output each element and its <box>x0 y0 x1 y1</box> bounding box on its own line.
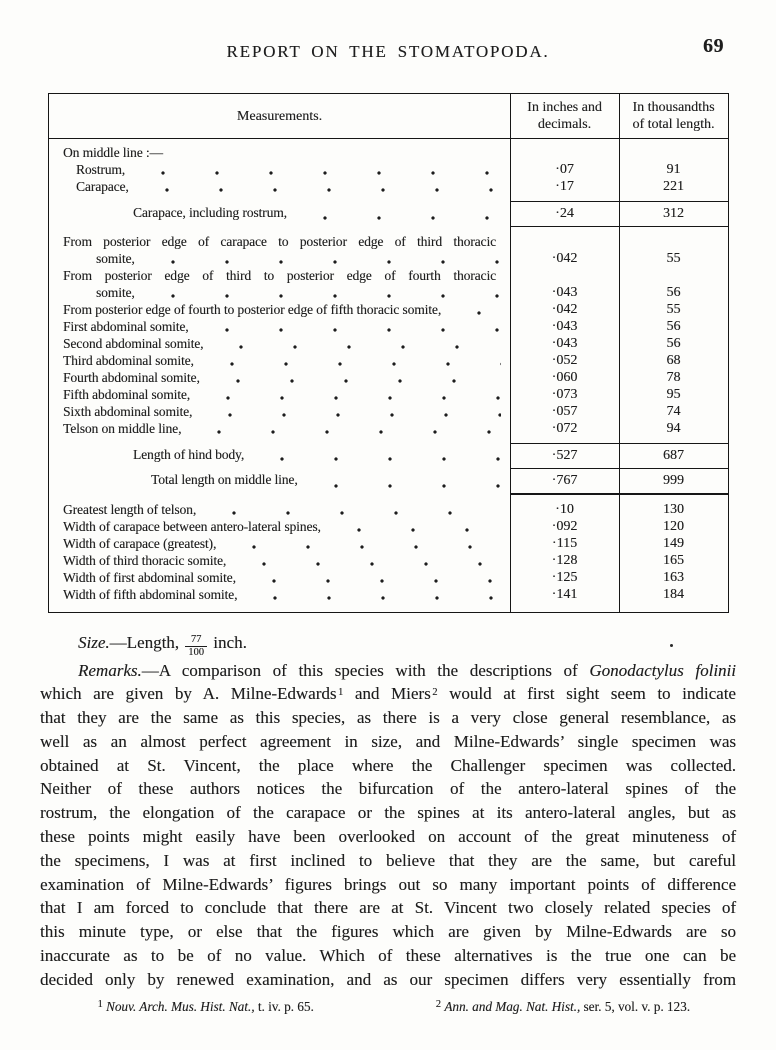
table-body <box>49 139 728 612</box>
row-label-text: From posterior edge of fourth to posterior edge of fifth thoracic somite, <box>63 302 442 317</box>
table-row <box>49 443 728 468</box>
size-line <box>40 631 736 659</box>
dot-leader <box>205 501 501 518</box>
row-label <box>49 443 510 468</box>
row-label <box>49 352 510 369</box>
value-inches: ·128 <box>551 553 578 568</box>
fraction-denominator: 100 <box>185 646 207 659</box>
text-segment: examination of Milne-Edwards’ figures brings out so many important points of difference <box>40 874 736 894</box>
row-label-text: Width of fifth abdominal somite, <box>63 587 238 602</box>
value-thousandths: 94 <box>666 421 681 436</box>
text-segment: —A comparison of this species with the descriptions of <box>141 660 590 680</box>
text-segment: rostrum, the elongation of the carapace or the spines at its antero-lateral angles, but as <box>40 803 736 823</box>
text-section <box>40 631 736 992</box>
value-thousandths: 687 <box>619 443 728 468</box>
table-row <box>49 386 728 403</box>
text-line <box>40 682 736 706</box>
text-line <box>40 706 736 730</box>
text-segment: these points might easily have been overlooked on account of the great minuteness of <box>40 827 736 847</box>
table-row <box>49 535 728 552</box>
value-thousandths: 68 <box>666 353 681 368</box>
remarks-paragraph <box>40 659 736 992</box>
measurements-table <box>48 93 729 613</box>
row-label-line1: From posterior edge of third to posterior edge of fourth thoracic <box>63 268 496 283</box>
text-line <box>40 920 736 944</box>
row-label-text: Third abdominal somite, <box>63 353 194 368</box>
value-inches: ·10 <box>555 502 574 517</box>
value-inches <box>510 144 619 161</box>
table-row <box>49 178 728 195</box>
row-label <box>49 201 510 227</box>
value-inches: ·073 <box>551 387 578 402</box>
footnote-marker: 1 <box>338 687 344 699</box>
text-segment: would at first sight seem to indicate <box>437 684 736 704</box>
col-header-thousandths: In thousandths of total length. <box>632 100 715 132</box>
row-label-text: Carapace, <box>76 179 129 194</box>
text-line <box>40 944 736 968</box>
footnote-1 <box>96 998 314 1015</box>
row-label <box>49 301 510 318</box>
row-label-text: First abdominal somite, <box>63 319 189 334</box>
text-line <box>40 730 736 754</box>
text-segment: Remarks. <box>78 660 142 680</box>
row-label-line2 <box>63 250 506 267</box>
row-label <box>49 403 510 420</box>
dot-leader <box>138 178 501 195</box>
row-label-text: Telson on middle line, <box>63 421 182 436</box>
table-row <box>49 161 728 178</box>
row-label <box>49 518 510 535</box>
value-thousandths: 78 <box>666 370 681 385</box>
row-label <box>49 535 510 552</box>
row-label <box>49 420 510 437</box>
text-line <box>40 825 736 849</box>
footnote-marker: 2 <box>432 687 438 699</box>
value-inches: ·115 <box>551 536 578 551</box>
value-inches: ·057 <box>551 404 578 419</box>
dot-leader <box>450 301 501 318</box>
value-inches: ·042 <box>551 251 578 266</box>
text-segment: inaccurate as to be of no value. Which of these alternatives is the true one can be <box>40 946 736 966</box>
text-line <box>40 968 736 992</box>
row-label-text: somite, <box>96 285 135 300</box>
dot-leader <box>235 552 501 569</box>
dot-leader <box>201 403 501 420</box>
row-label-text: somite, <box>96 251 135 266</box>
table-row <box>49 144 728 161</box>
column-divider-1 <box>510 94 511 612</box>
text-line <box>40 873 736 897</box>
row-label <box>49 369 510 386</box>
value-thousandths: 184 <box>663 587 684 602</box>
row-label <box>49 233 510 267</box>
text-segment: the specimens, I was at first inclined to believe that they are the same, but careful <box>40 850 736 870</box>
value-inches: ·527 <box>510 443 619 468</box>
text-segment: Gonodactylus folinii <box>589 660 737 680</box>
value-thousandths: 165 <box>663 553 684 568</box>
row-label <box>49 144 510 161</box>
table-row <box>49 569 728 586</box>
text-segment: t. iv. p. 65. <box>254 998 314 1014</box>
footnote-marker: 2 <box>435 998 442 1010</box>
value-inches: ·043 <box>551 285 578 300</box>
col-header-measurements: Measurements. <box>236 108 323 124</box>
table-row <box>49 335 728 352</box>
value-inches: ·141 <box>551 587 578 602</box>
dot-leader <box>144 284 501 301</box>
table-row <box>49 586 728 603</box>
row-label-text: Length of hind body, <box>133 447 245 462</box>
text-segment: obtained at St. Vincent, the place where the Challenger specimen was collected. <box>40 755 736 775</box>
table-header-row <box>49 94 728 139</box>
footnote-marker: 1 <box>97 998 103 1010</box>
col-header-inches: In inches and decimals. <box>527 100 602 132</box>
row-label-text: Width of third thoracic somite, <box>63 553 227 568</box>
value-inches: ·125 <box>551 570 578 585</box>
text-segment: —Length, <box>109 633 184 652</box>
fraction-numerator: 77 <box>190 633 202 645</box>
value-thousandths: 312 <box>619 201 728 227</box>
row-label-text: Width of carapace (greatest), <box>63 536 217 551</box>
row-label <box>49 267 510 301</box>
value-inches: ·24 <box>510 201 619 227</box>
row-label <box>49 586 510 603</box>
dot-leader <box>199 386 501 403</box>
value-thousandths: 221 <box>663 179 684 194</box>
dot-leader <box>253 446 501 464</box>
row-label-text: Carapace, including rostrum, <box>133 205 287 220</box>
value-thousandths: 149 <box>663 536 684 551</box>
dot-leader <box>144 250 501 267</box>
row-label <box>49 501 510 518</box>
value-inches: ·060 <box>551 370 578 385</box>
row-label-text: Sixth abdominal somite, <box>63 404 193 419</box>
row-label-text: Second abdominal somite, <box>63 336 204 351</box>
dot-leader <box>296 204 501 223</box>
table-row <box>49 233 728 267</box>
row-label-text: Total length on middle line, <box>151 472 298 487</box>
value-thousandths: 56 <box>666 285 681 300</box>
value-thousandths: 56 <box>666 319 681 334</box>
row-label-text: On middle line :— <box>63 145 163 160</box>
table-row <box>49 267 728 301</box>
value-inches: ·07 <box>555 162 574 177</box>
value-thousandths: 91 <box>666 162 681 177</box>
text-line <box>40 849 736 873</box>
dot-leader <box>307 471 501 491</box>
table-row <box>49 201 728 227</box>
dot-leader <box>190 420 501 437</box>
value-inches: ·767 <box>510 468 619 495</box>
text-segment: ser. 5, vol. v. p. 123. <box>580 998 690 1014</box>
table-row <box>49 301 728 318</box>
value-thousandths: 56 <box>666 336 681 351</box>
text-line <box>40 777 736 801</box>
row-label <box>49 569 510 586</box>
value-inches: ·043 <box>551 319 578 334</box>
page-header <box>0 35 776 66</box>
table-row <box>49 552 728 569</box>
text-line <box>40 801 736 825</box>
row-label-text: Fifth abdominal somite, <box>63 387 191 402</box>
value-thousandths: 95 <box>666 387 681 402</box>
row-label <box>49 552 510 569</box>
footnote-2 <box>434 998 690 1015</box>
dot-leader <box>209 369 501 386</box>
row-label-text: Fourth abdominal somite, <box>63 370 200 385</box>
row-label <box>49 468 510 495</box>
dot-leader <box>246 586 501 603</box>
text-segment: Neither of these authors notices the bifurcation of the antero-lateral spines of the <box>40 779 736 799</box>
dot-leader <box>198 318 501 335</box>
table-row <box>49 420 728 437</box>
text-segment: inch. <box>209 633 247 652</box>
value-thousandths: 130 <box>663 502 684 517</box>
text-line <box>40 896 736 920</box>
value-thousandths: 74 <box>666 404 681 419</box>
dot-leader <box>225 535 501 552</box>
row-label <box>49 178 510 195</box>
table-row <box>49 352 728 369</box>
value-inches: ·042 <box>551 302 578 317</box>
table-row <box>49 518 728 535</box>
column-divider-2 <box>619 94 620 612</box>
text-segment: which are given by A. Milne-Edwards <box>40 684 337 704</box>
scan-speck <box>670 644 673 647</box>
value-thousandths: 55 <box>666 302 681 317</box>
fraction <box>185 635 207 659</box>
value-thousandths <box>619 144 728 161</box>
row-label-text: Width of first abdominal somite, <box>63 570 236 585</box>
value-inches: ·092 <box>551 519 578 534</box>
table-row <box>49 369 728 386</box>
row-label-text: Width of carapace between antero-lateral spines, <box>63 519 321 534</box>
row-label <box>49 161 510 178</box>
value-thousandths: 55 <box>666 251 681 266</box>
text-segment: that I am forced to conclude that there are at St. Vincent two closely related species of <box>40 898 736 918</box>
dot-leader <box>330 518 501 535</box>
value-inches: ·072 <box>551 421 578 436</box>
table-row <box>49 318 728 335</box>
value-thousandths: 163 <box>663 570 684 585</box>
text-line <box>40 754 736 778</box>
report-title: REPORT ON THE STOMATOPODA. <box>226 42 550 61</box>
table-row <box>49 403 728 420</box>
row-label-text: Rostrum, <box>76 162 126 177</box>
footnotes-row <box>96 998 690 1015</box>
page-number: 69 <box>703 35 724 57</box>
value-thousandths: 999 <box>619 468 728 495</box>
row-label <box>49 318 510 335</box>
row-label-line1: From posterior edge of carapace to posterior edge of third thoracic <box>63 234 496 249</box>
text-segment: and Miers <box>343 684 431 704</box>
value-inches: ·043 <box>551 336 578 351</box>
text-segment: that they are the same as this species, as there is a very close general resemblance, as <box>40 708 736 728</box>
row-label-text: Greatest length of telson, <box>63 502 197 517</box>
dot-leader <box>245 569 501 586</box>
dot-leader <box>203 352 501 369</box>
dot-leader <box>134 161 501 178</box>
row-label <box>49 335 510 352</box>
table-row <box>49 468 728 495</box>
dot-leader <box>212 335 501 352</box>
row-label-line2 <box>63 284 506 301</box>
value-inches: ·17 <box>555 179 574 194</box>
text-segment: Nouv. Arch. Mus. Hist. Nat., <box>106 998 255 1014</box>
value-inches: ·052 <box>551 353 578 368</box>
text-segment: Size. <box>78 633 110 652</box>
text-line <box>40 659 736 683</box>
text-segment: well as an almost perfect agreement in size, and Milne-Edwards’ single specimen was <box>40 731 736 751</box>
value-thousandths: 120 <box>663 519 684 534</box>
row-label <box>49 386 510 403</box>
table-row <box>49 501 728 518</box>
text-segment: this minute type, or else that the figures which are given by Milne-Edwards are so <box>40 922 736 942</box>
text-segment: Ann. and Mag. Nat. Hist., <box>444 998 581 1014</box>
text-segment: decided only by renewed examination, and as our specimen differs very essentially from <box>40 969 736 989</box>
